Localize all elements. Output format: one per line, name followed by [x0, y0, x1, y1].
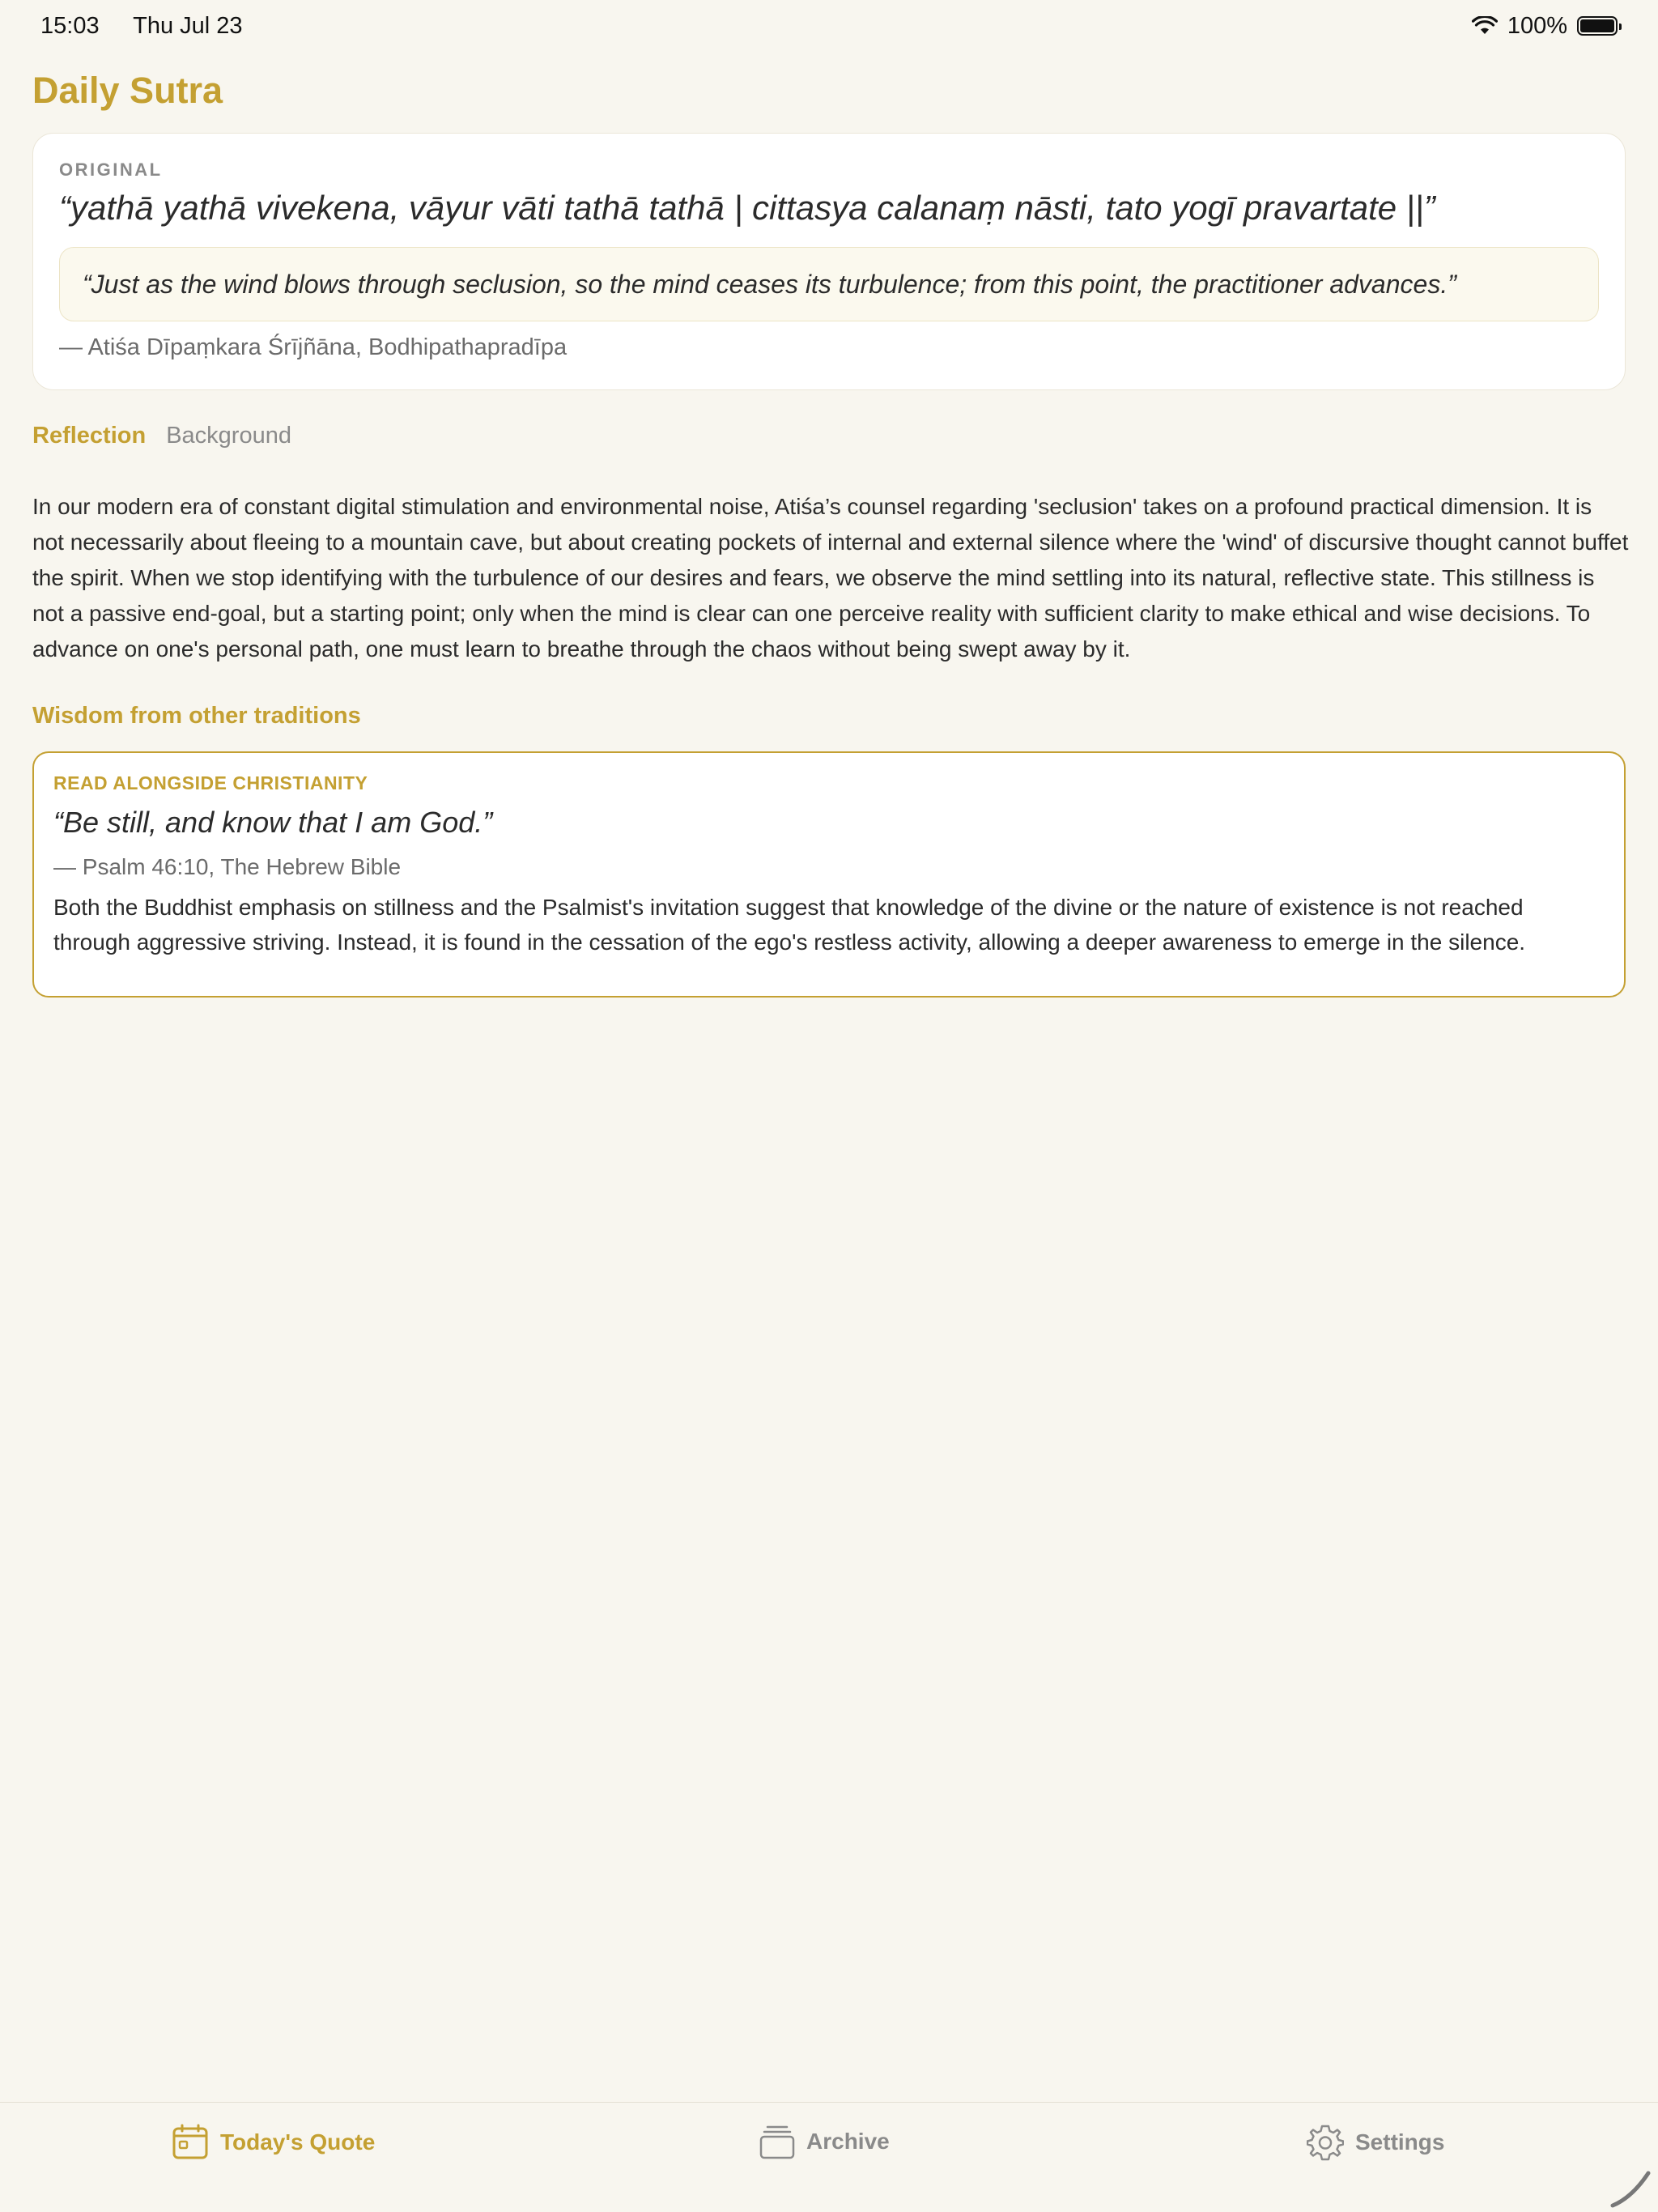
- gear-icon: [1307, 2124, 1344, 2161]
- app-title: Daily Sutra: [32, 70, 223, 111]
- original-quote-card: [32, 133, 1626, 390]
- translation-text: “Just as the wind blows through seclusion, so the mind ceases its turbulence; from this point, the practitioner advances.”: [83, 269, 1456, 299]
- tab-archive[interactable]: [759, 2124, 890, 2159]
- tab-reflection[interactable]: Reflection: [32, 423, 147, 449]
- status-time: 15:03: [40, 12, 100, 39]
- reflection-text: In our modern era of constant digital stimulation and environmental noise, Atiśa’s counsel regarding 'seclusion' takes on a profound practical dimension. It is not necessarily about fleeing to a mountain cave, but about creating pockets of internal and external silence where the 'wind' of discursive thought cannot buffet the spirit. When we stop identifying with the turbulence of our desires and fears, we observe the mind settling into its natural, reflective state. This stillness is not a passive end-goal, but a starting point; only when the mind is clear can one perceive reality with sufficient clarity to make ethical and wise decisions. To advance on one's personal path, one must learn to breathe through the chaos without being swept away by it.: [32, 494, 1629, 661]
- tab-archive-label: Archive: [806, 2129, 890, 2154]
- status-left: [40, 13, 270, 40]
- tradition-label: READ ALONGSIDE CHRISTIANITY: [53, 772, 368, 793]
- bottom-tab-bar: [0, 2102, 1658, 2212]
- archive-stack-icon: [759, 2124, 795, 2159]
- status-bar: [0, 0, 1658, 52]
- tradition-body: Both the Buddhist emphasis on stillness and the Psalmist's invitation suggest that knowledge of the divine or the nature of existence is not reached through aggressive striving. Instead, it is found in the cessation of the ego's restless activity, allowing a deeper awareness to emerge in the silence.: [53, 895, 1526, 955]
- traditions-section-title: Wisdom from other traditions: [32, 703, 361, 729]
- wifi-icon: [1472, 16, 1498, 36]
- original-text: “yathā yathā vivekena, vāyur vāti tathā tathā | cittasya calanaṃ nāsti, tato yogī pravartate ||”: [59, 189, 1435, 227]
- tab-background[interactable]: Background: [166, 423, 291, 449]
- translation-box: [59, 247, 1599, 321]
- status-right: [1472, 13, 1618, 40]
- battery-icon: [1577, 16, 1618, 36]
- tradition-card[interactable]: [32, 751, 1626, 998]
- pencil-stroke-icon: [1608, 2168, 1653, 2209]
- original-label: ORIGINAL: [59, 160, 163, 180]
- calendar-icon: [172, 2124, 209, 2161]
- quote-attribution: — Atiśa Dīpaṃkara Śrījñāna, Bodhipathapradīpa: [59, 334, 568, 360]
- tab-settings[interactable]: [1307, 2124, 1444, 2161]
- tradition-attribution: — Psalm 46:10, The Hebrew Bible: [53, 854, 402, 879]
- status-date: Thu Jul 23: [133, 12, 243, 39]
- tradition-quote: “Be still, and know that I am God.”: [53, 806, 493, 839]
- content-tabs: [32, 423, 291, 449]
- battery-percent: 100%: [1507, 12, 1567, 39]
- tab-todays-quote-label: Today's Quote: [220, 2129, 376, 2155]
- tab-todays-quote[interactable]: [172, 2124, 375, 2161]
- tab-settings-label: Settings: [1355, 2129, 1445, 2155]
